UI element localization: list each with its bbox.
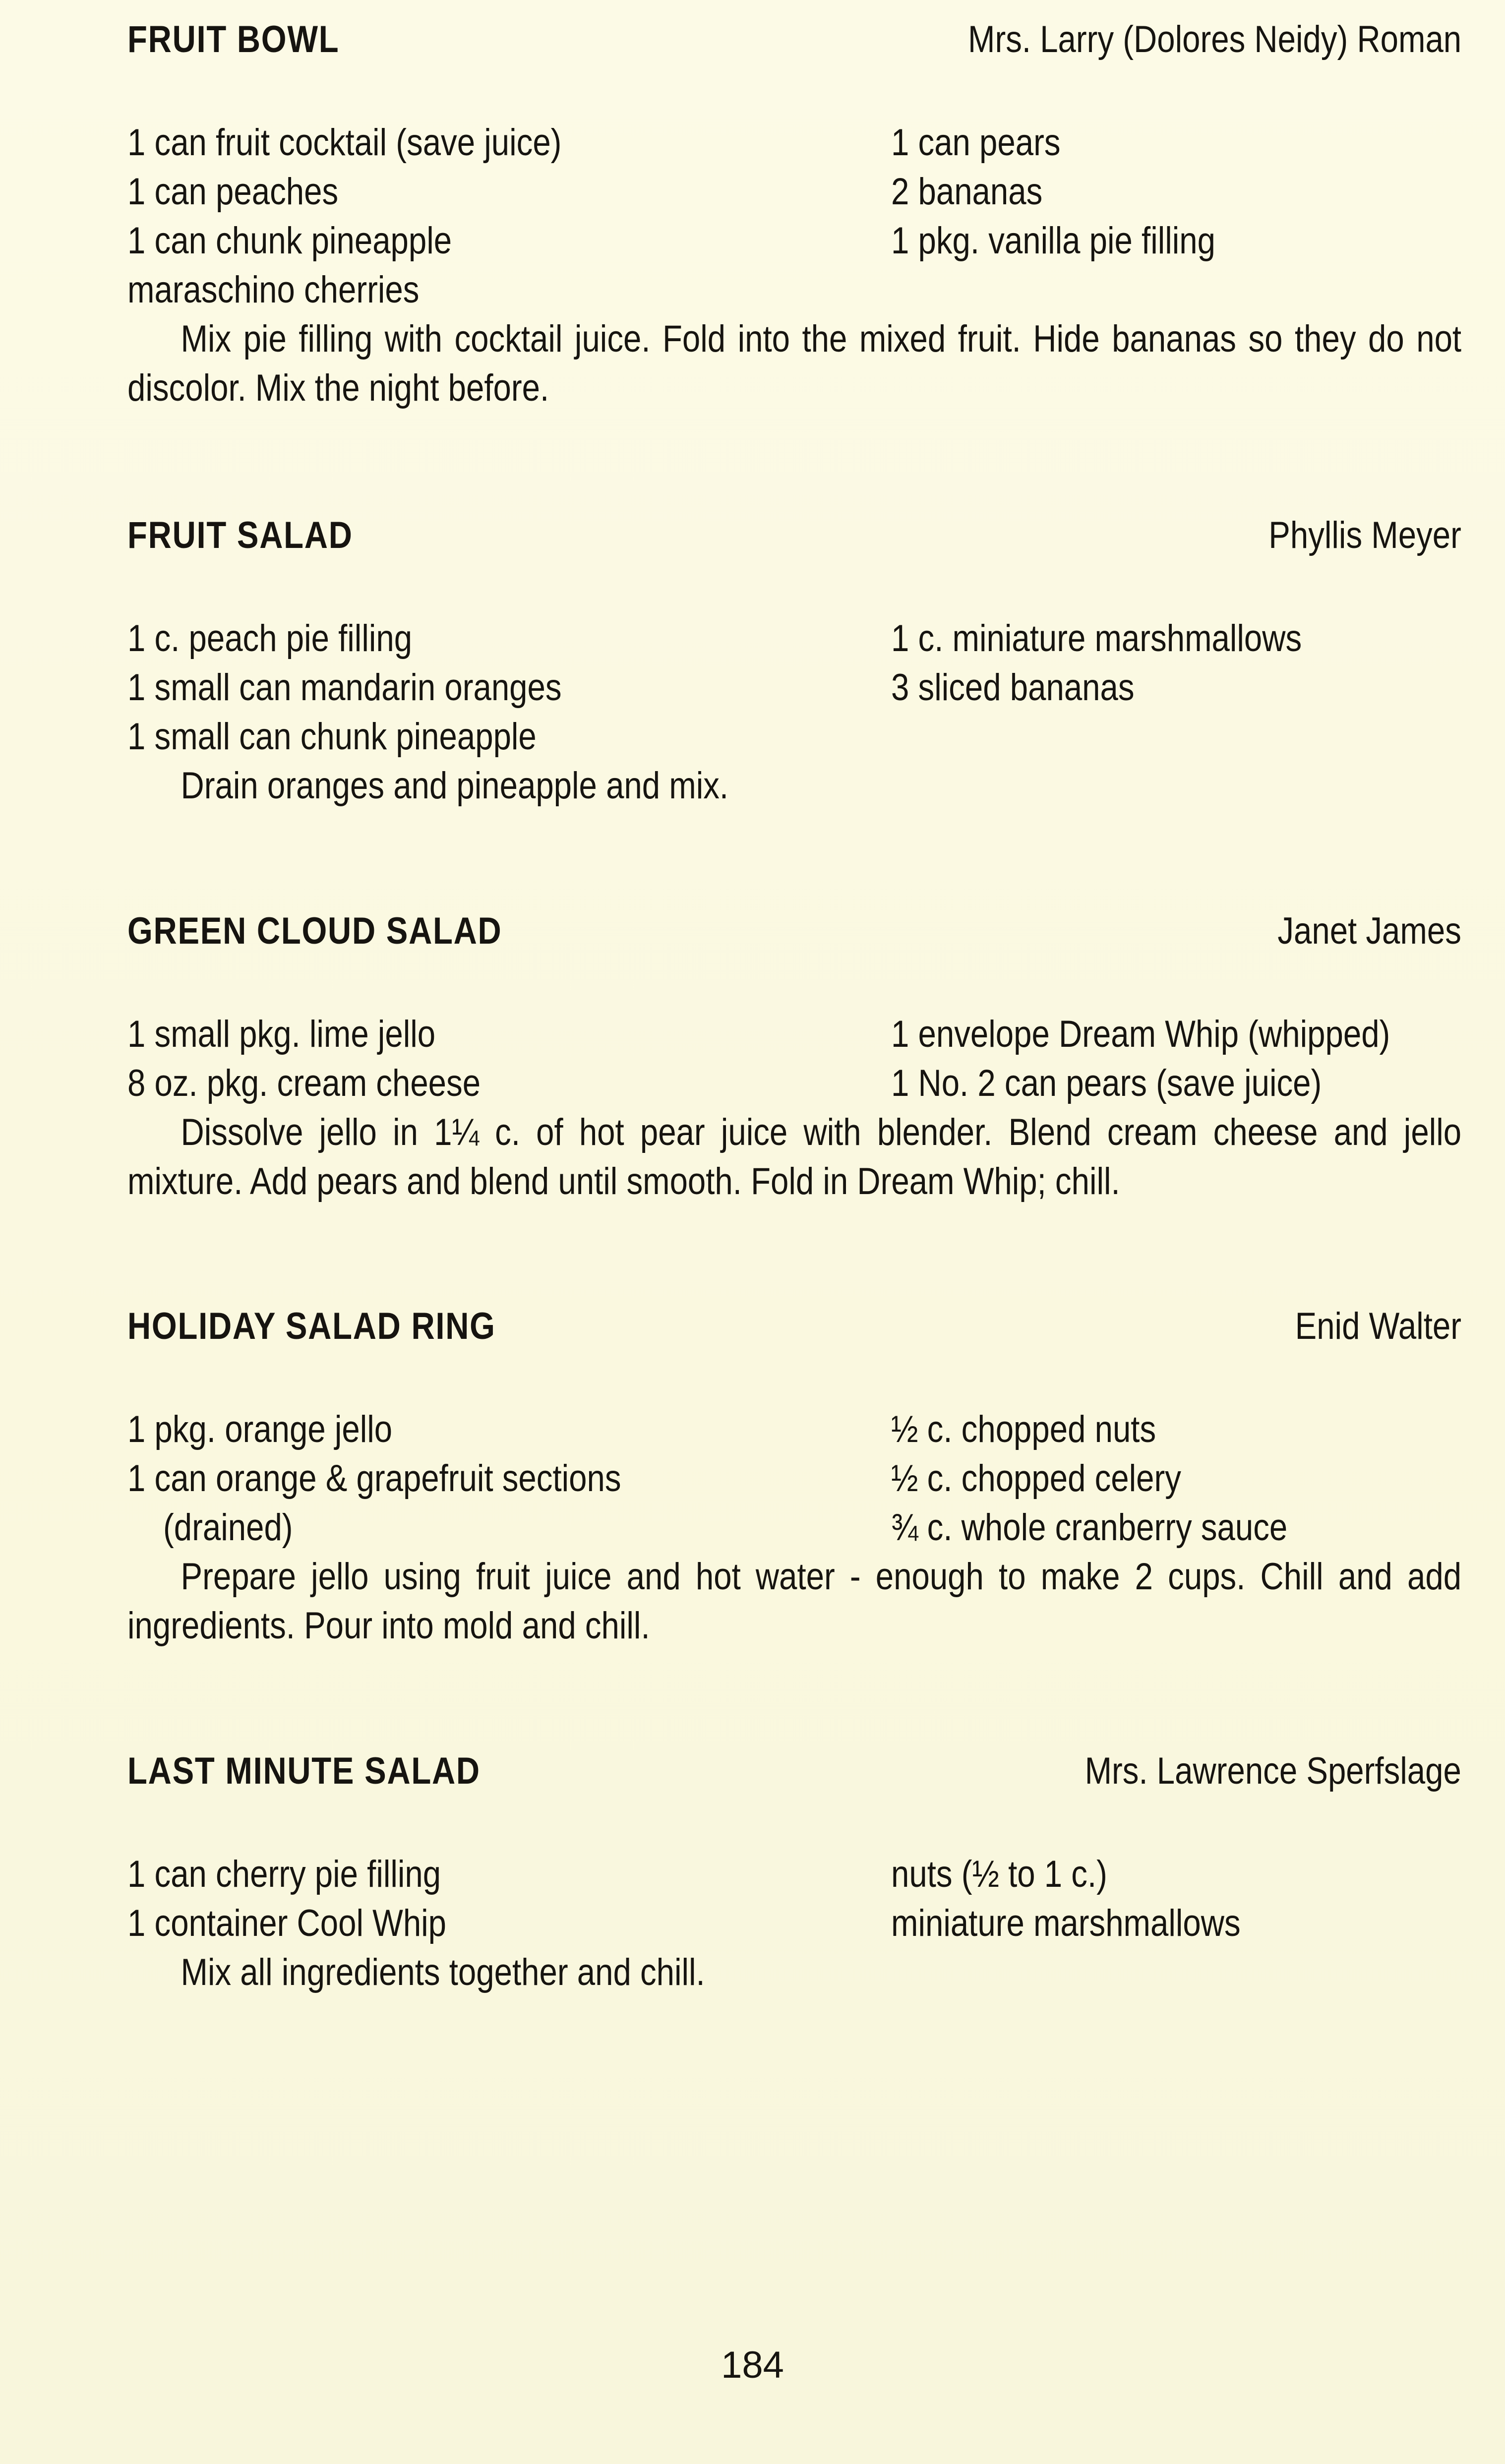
ingredient-right: 1 c. miniature marshmallows (891, 617, 1302, 660)
ingredient-row (127, 663, 1461, 712)
recipe-title: FRUIT SALAD (127, 514, 353, 556)
recipe-title: HOLIDAY SALAD RING (127, 1305, 496, 1347)
ingredient-left: 1 can orange & grapefruit sections (127, 1457, 621, 1500)
ingredient-left: 1 can cherry pie filling (127, 1853, 441, 1895)
ingredient-right: 1 No. 2 can pears (save juice) (891, 1062, 1322, 1104)
ingredient-right: miniature marshmallows (891, 1902, 1241, 1944)
ingredient-right: ½ c. chopped celery (891, 1457, 1181, 1500)
ingredient-right: 1 envelope Dream Whip (whipped) (891, 1013, 1390, 1055)
ingredient-row (127, 1010, 1461, 1059)
ingredient-list (127, 1850, 1461, 1948)
ingredient-row (127, 118, 1461, 167)
ingredient-left: 1 can chunk pineapple (127, 220, 452, 262)
ingredient-left: 1 small can chunk pineapple (127, 716, 537, 758)
page-number: 184 (721, 2344, 784, 2386)
ingredient-row (127, 712, 1461, 761)
ingredient-right: nuts (½ to 1 c.) (891, 1853, 1107, 1895)
recipe-title: GREEN CLOUD SALAD (127, 910, 502, 952)
recipe-fruit-salad (127, 511, 1461, 810)
recipe-header (127, 906, 1461, 961)
ingredient-left: 1 pkg. orange jello (127, 1408, 393, 1450)
recipe-contributor: Enid Walter (1295, 1305, 1461, 1347)
ingredient-row (127, 614, 1461, 663)
recipe-fruit-bowl (127, 15, 1461, 413)
recipe-green-cloud-salad (127, 906, 1461, 1206)
recipe-header (127, 1302, 1461, 1356)
ingredient-left: 1 small pkg. lime jello (127, 1013, 436, 1055)
ingredient-right: ½ c. chopped nuts (891, 1408, 1156, 1450)
ingredient-list (127, 614, 1461, 761)
ingredient-row (127, 1454, 1461, 1503)
ingredient-row (127, 1899, 1461, 1948)
recipe-directions: Drain oranges and pineapple and mix. (181, 765, 729, 807)
recipe-title: LAST MINUTE SALAD (127, 1750, 481, 1792)
ingredient-row (127, 167, 1461, 216)
ingredient-right: 1 can pears (891, 121, 1061, 164)
ingredient-left: 1 can fruit cocktail (save juice) (127, 121, 562, 164)
ingredient-right: 2 bananas (891, 171, 1043, 213)
recipe-header (127, 1746, 1461, 1801)
recipe-directions: Mix pie filling with cocktail juice. Fold into the mixed fruit. Hide bananas so they do not discolor. Mix the night before. (127, 318, 1462, 409)
ingredient-row (127, 1059, 1461, 1108)
ingredient-right: 3 sliced bananas (891, 666, 1135, 709)
recipe-title: FRUIT BOWL (127, 18, 340, 60)
ingredient-left: 1 can peaches (127, 171, 339, 213)
ingredient-row (127, 265, 1461, 314)
ingredient-row (127, 1503, 1461, 1552)
recipe-directions: Prepare jello using fruit juice and hot water - enough to make 2 cups. Chill and add ingredients. Pour into mold and chill. (127, 1556, 1462, 1647)
recipe-holiday-salad-ring (127, 1302, 1461, 1650)
ingredient-row (127, 1850, 1461, 1899)
ingredient-left: 1 small can mandarin oranges (127, 666, 562, 709)
recipe-header (127, 15, 1461, 69)
ingredient-left: maraschino cherries (127, 269, 420, 311)
ingredient-left: 8 oz. pkg. cream cheese (127, 1062, 481, 1104)
ingredient-list (127, 1405, 1461, 1552)
recipe-contributor: Mrs. Lawrence Sperfslage (1084, 1750, 1461, 1792)
recipe-header (127, 511, 1461, 565)
recipe-contributor: Phyllis Meyer (1268, 514, 1461, 556)
recipe-contributor: Janet James (1277, 910, 1461, 952)
ingredient-right: 1 pkg. vanilla pie filling (891, 220, 1215, 262)
recipe-last-minute-salad (127, 1746, 1461, 1997)
recipe-directions: Mix all ingredients together and chill. (181, 1951, 705, 1993)
ingredient-row (127, 1405, 1461, 1454)
ingredient-list (127, 118, 1461, 314)
ingredient-right: ¾ c. whole cranberry sauce (891, 1506, 1288, 1549)
ingredient-left: 1 container Cool Whip (127, 1902, 447, 1944)
ingredient-left: 1 c. peach pie filling (127, 617, 413, 660)
ingredient-row (127, 216, 1461, 265)
ingredient-left: (drained) (163, 1506, 293, 1549)
ingredient-list (127, 1010, 1461, 1108)
recipe-contributor: Mrs. Larry (Dolores Neidy) Roman (967, 18, 1461, 60)
recipe-directions: Dissolve jello in 1¼ c. of hot pear juice with blender. Blend cream cheese and jello mixture. Add pears and blend until smooth. Fold in Dream Whip; chill. (127, 1111, 1462, 1202)
